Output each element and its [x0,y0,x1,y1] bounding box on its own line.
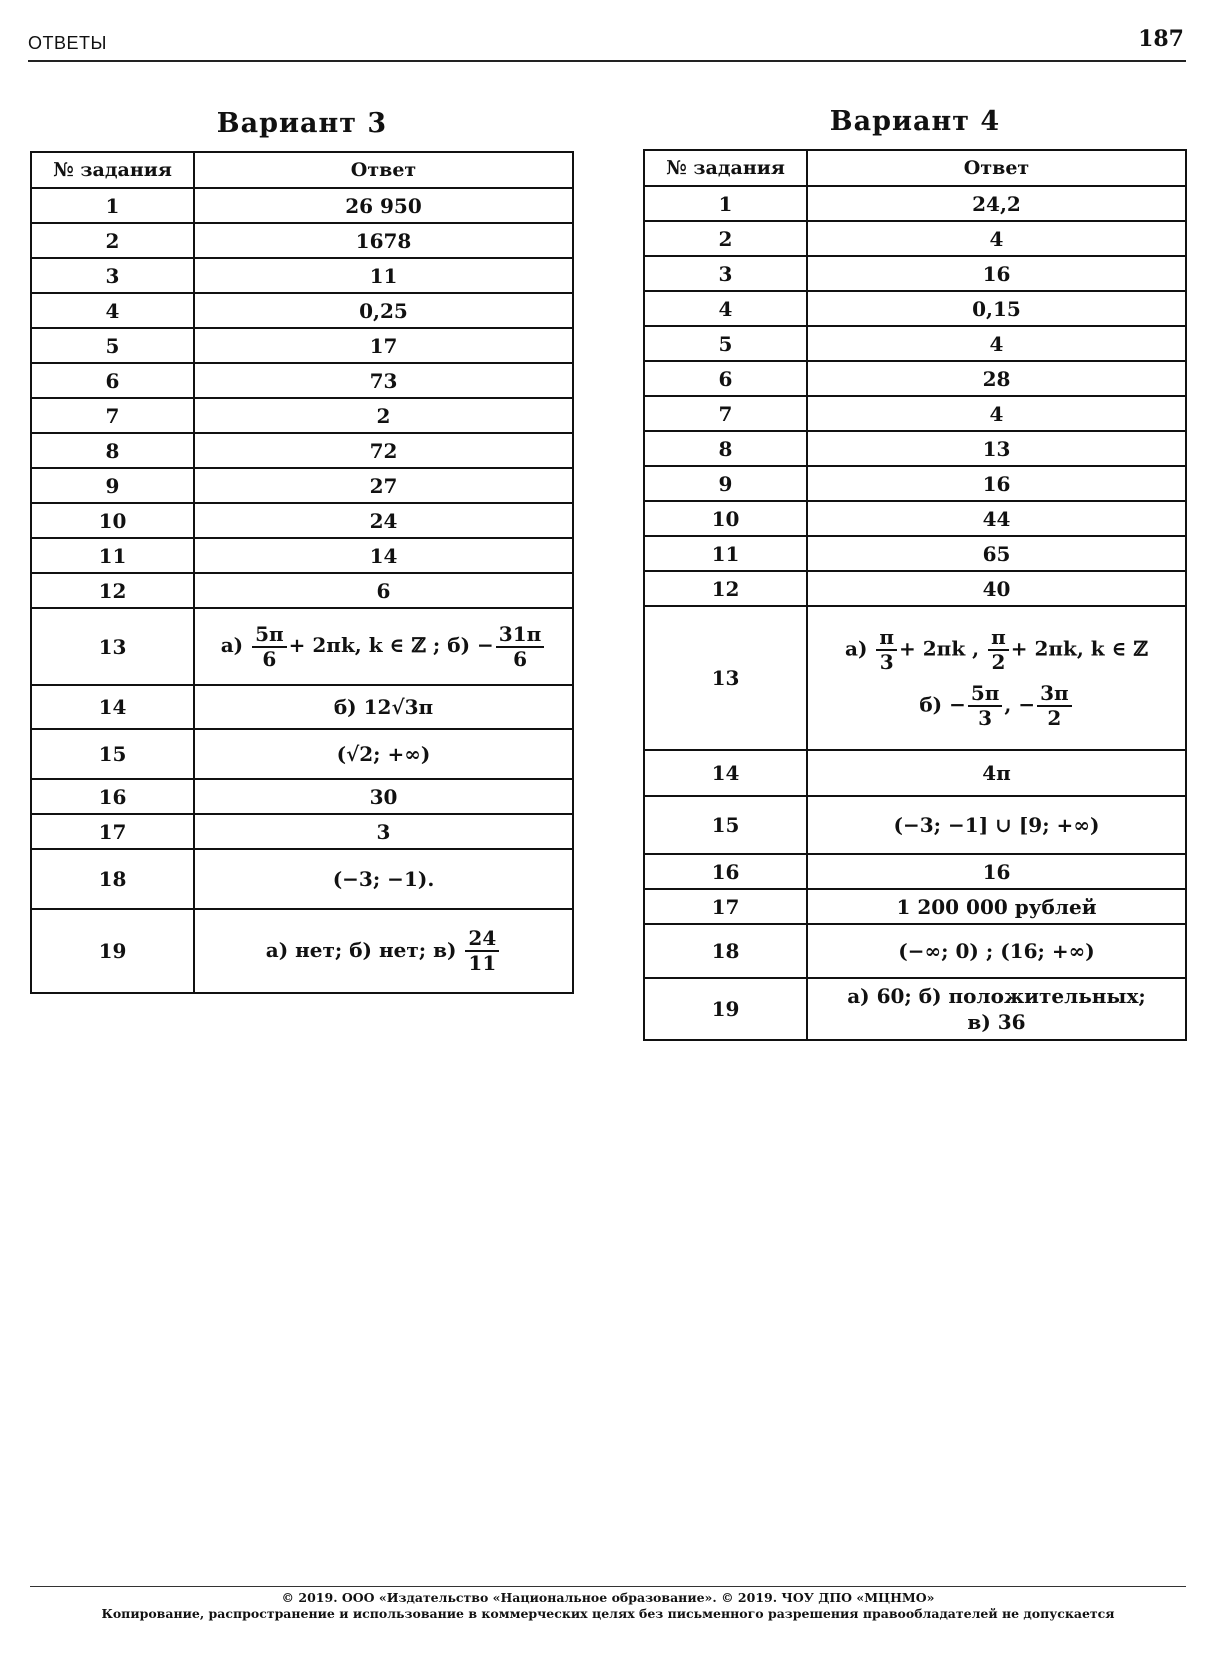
task-number: 10 [644,501,807,536]
task-number: 16 [644,854,807,889]
task-number: 8 [31,433,194,468]
answer-cell: 72 [194,433,573,468]
denominator: 2 [991,650,1006,674]
denominator: 6 [513,646,527,671]
math-expression [265,926,502,975]
answer-cell: 13 [807,431,1186,466]
answer-line: а) 60; б) положительных; [847,984,1146,1008]
answer-cell [194,608,573,685]
part-label: б) [919,692,943,717]
answer-cell: 24,2 [807,186,1186,221]
task-number: 11 [31,538,194,573]
variant-3-title: Вариант 3 [216,108,388,139]
answer-cell: 4 [807,326,1186,361]
table-row [31,433,573,468]
task-number: 13 [644,606,807,750]
answer-cell: 6 [194,573,573,608]
table-row [644,750,1186,796]
page-header [28,26,1186,62]
table-row [31,573,573,608]
answer-cell: 16 [807,256,1186,291]
task-number: 1 [31,188,194,223]
table-row [31,685,573,729]
column-header-task: № задания [644,150,807,186]
variant-4-block [643,106,1187,1041]
table-header-row [644,150,1186,186]
table-row [31,608,573,685]
task-number: 15 [644,796,807,854]
answer-cell: 40 [807,571,1186,606]
answer-cell [194,909,573,993]
expression-text: + 2πk, k ∈ ℤ ; [288,633,441,657]
task-number: 7 [31,398,194,433]
sign: − [949,692,966,717]
answer-cell: 26 950 [194,188,573,223]
answer-line: в) 36 [967,1010,1026,1034]
answer-cell: 73 [194,363,573,398]
task-number: 14 [644,750,807,796]
answer-cell [807,606,1186,750]
column-header-task: № задания [31,152,194,188]
numerator: 24 [465,927,499,952]
part-label: а) [220,633,244,657]
task-number: 2 [31,223,194,258]
fraction [1037,682,1072,730]
copyright-notice: Копирование, распространение и использование в коммерческих целях без письменного разрешения правообладателей не допускается [101,1606,1115,1621]
answer-cell: б) 12√3π [194,685,573,729]
answer-cell: (−3; −1] ∪ [9; +∞) [807,796,1186,854]
task-number: 5 [31,328,194,363]
answer-cell: 27 [194,468,573,503]
expression-text: а) нет; б) нет; в) [265,937,457,962]
answer-cell: 17 [194,328,573,363]
task-number: 3 [31,258,194,293]
task-number: 13 [31,608,194,685]
task-number: 11 [644,536,807,571]
task-number: 6 [644,361,807,396]
task-number: 17 [31,814,194,849]
task-number: 18 [31,849,194,909]
denominator: 6 [262,646,277,671]
answer-cell: 24 [194,503,573,538]
fraction [968,682,1003,730]
sign: − [477,633,494,657]
task-number: 10 [31,503,194,538]
table-row [31,468,573,503]
table-row [31,363,573,398]
task-number: 1 [644,186,807,221]
answer-cell: (√2; +∞) [194,729,573,779]
table-row [644,431,1186,466]
answer-cell [807,978,1186,1040]
answer-cell: 4 [807,396,1186,431]
task-number: 9 [31,468,194,503]
table-row [644,396,1186,431]
task-number: 6 [31,363,194,398]
table-row [644,924,1186,978]
expression-text: + 2πk, k ∈ ℤ [1010,636,1148,661]
answer-cell: 14 [194,538,573,573]
answer-line [812,682,1181,730]
numerator: π [876,626,897,651]
section-title: ОТВЕТЫ [28,33,107,53]
expression-text: + 2πk , [899,636,980,661]
answer-cell: 2 [194,398,573,433]
denominator: 2 [1047,706,1062,730]
table-row [31,814,573,849]
task-number: 19 [31,909,194,993]
table-row [644,326,1186,361]
answer-cell: 65 [807,536,1186,571]
task-number: 16 [31,779,194,814]
task-number: 19 [644,978,807,1040]
answer-cell: 16 [807,466,1186,501]
table-row [31,293,573,328]
page-number: 187 [1138,26,1184,52]
table-row [31,223,573,258]
math-expression [220,621,547,671]
part-label: б) [447,633,471,657]
task-number: 12 [31,573,194,608]
answer-cell: 28 [807,361,1186,396]
task-number: 4 [644,291,807,326]
table-row [31,779,573,814]
answer-cell: 3 [194,814,573,849]
task-number: 12 [644,571,807,606]
numerator: π [988,626,1009,651]
table-row [644,606,1186,750]
numerator: 5π [252,623,287,648]
table-row [644,361,1186,396]
table-row [31,909,573,993]
task-number: 4 [31,293,194,328]
answer-cell: 1 200 000 рублей [807,889,1186,924]
denominator: 3 [879,650,894,674]
task-number: 15 [31,729,194,779]
answer-cell: (−3; −1). [194,849,573,909]
variant-4-answer-table [643,149,1187,1041]
answer-cell: (−∞; 0) ; (16; +∞) [807,924,1186,978]
table-header-row [31,152,573,188]
fraction [465,927,499,975]
fraction [876,626,897,674]
table-row [31,328,573,363]
answer-cell: 11 [194,258,573,293]
table-row [644,889,1186,924]
table-row [644,978,1186,1040]
table-row [31,729,573,779]
table-row [644,291,1186,326]
task-number: 7 [644,396,807,431]
task-number: 9 [644,466,807,501]
task-number: 2 [644,221,807,256]
table-row [644,536,1186,571]
table-row [644,854,1186,889]
answer-cell: 44 [807,501,1186,536]
table-row [644,796,1186,854]
copyright-footer [30,1586,1186,1622]
task-number: 3 [644,256,807,291]
variant-4-title: Вариант 4 [829,106,1001,137]
variant-3-answer-table [30,151,574,994]
table-row [644,501,1186,536]
answer-cell: 4 [807,221,1186,256]
table-row [31,258,573,293]
fraction [988,626,1009,674]
table-row [31,849,573,909]
task-number: 14 [31,685,194,729]
task-number: 8 [644,431,807,466]
answer-cell: 0,25 [194,293,573,328]
table-row [644,256,1186,291]
task-number: 17 [644,889,807,924]
table-row [644,466,1186,501]
part-label: а) [845,636,868,661]
table-row [31,188,573,223]
table-row [31,538,573,573]
sign: , − [1004,692,1036,717]
task-number: 18 [644,924,807,978]
column-header-answer: Ответ [807,150,1186,186]
answer-cell: 4π [807,750,1186,796]
answer-cell: 1678 [194,223,573,258]
denominator: 11 [468,951,497,975]
table-row [644,571,1186,606]
numerator: 3π [1037,682,1072,707]
denominator: 3 [978,706,993,730]
copyright-line: © 2019. ООО «Издательство «Национальное образование». © 2019. ЧОУ ДПО «МЦНМО» [281,1590,935,1605]
numerator: 31π [496,623,544,648]
table-row [31,503,573,538]
answer-cell: 30 [194,779,573,814]
task-number: 5 [644,326,807,361]
table-row [31,398,573,433]
table-row [644,221,1186,256]
answer-line [812,626,1181,674]
answer-cell: 0,15 [807,291,1186,326]
answer-cell: 16 [807,854,1186,889]
fraction [252,623,287,671]
numerator: 5π [968,682,1003,707]
variant-3-block [30,108,574,994]
column-header-answer: Ответ [194,152,573,188]
fraction [496,623,544,671]
table-row [644,186,1186,221]
